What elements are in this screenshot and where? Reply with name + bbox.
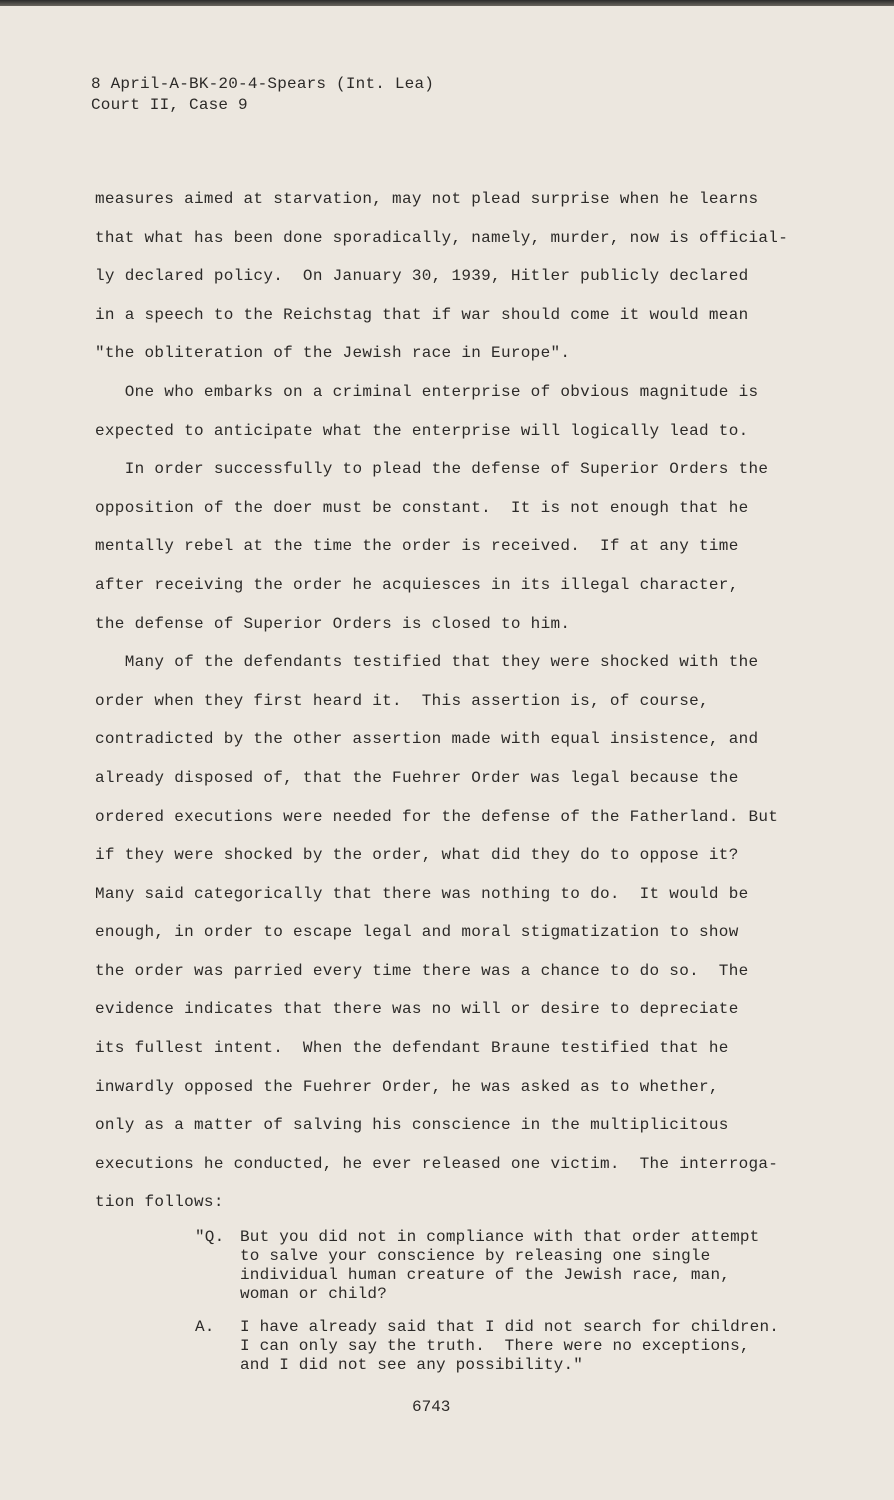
body-line: expected to anticipate what the enterprise will logically lead to.: [95, 421, 749, 440]
question-label: "Q.: [195, 1228, 225, 1246]
body-line: mentally rebel at the time the order is received. If at any time: [95, 537, 739, 556]
body-line: in a speech to the Reichstag that if war should come it would mean: [95, 305, 749, 324]
body-line: tion follows:: [95, 1193, 224, 1212]
question-line: to salve your conscience by releasing one single: [240, 1247, 711, 1265]
body-line: already disposed of, that the Fuehrer Order was legal because the: [95, 768, 739, 787]
body-line: its fullest intent. When the defendant Braune testified that he: [95, 1039, 729, 1058]
body-line: Many of the defendants testified that they were shocked with the: [95, 653, 759, 672]
body-line: contradicted by the other assertion made with equal insistence, and: [95, 730, 759, 749]
body-line: the order was parried every time there was a chance to do so. The: [95, 961, 749, 980]
body-line: if they were shocked by the order, what did they do to oppose it?: [95, 846, 739, 865]
header-line-1: 8 April-A-BK-20-4-Spears (Int. Lea): [91, 75, 435, 93]
body-text: [95, 180, 789, 1222]
body-line: executions he conducted, he ever released one victim. The interroga-: [95, 1154, 779, 1173]
interrogation-quote: [195, 1228, 795, 1389]
question-line: woman or child?: [240, 1285, 388, 1303]
question-lines: [240, 1228, 759, 1304]
body-line: evidence indicates that there was no will or desire to depreciate: [95, 1000, 739, 1019]
body-line: only as a matter of salving his conscience in the multiplicitous: [95, 1116, 729, 1135]
body-line: "the obliteration of the Jewish race in Europe".: [95, 344, 571, 363]
answer-line: I have already said that I did not search for children.: [240, 1318, 780, 1336]
question-block: [195, 1228, 795, 1304]
question-line: But you did not in compliance with that order attempt: [240, 1228, 760, 1246]
body-line: opposition of the doer must be constant. It is not enough that he: [95, 498, 749, 517]
answer-block: [195, 1318, 795, 1375]
page-number: 6743: [412, 1398, 451, 1416]
body-line: ordered executions were needed for the defense of the Fatherland. But: [95, 807, 779, 826]
body-line: One who embarks on a criminal enterprise of obvious magnitude is: [95, 382, 759, 401]
question-line: individual human creature of the Jewish race, man,: [240, 1266, 731, 1284]
body-line: Many said categorically that there was nothing to do. It would be: [95, 884, 749, 903]
body-line: the defense of Superior Orders is closed to him.: [95, 614, 571, 633]
scan-edge: [0, 0, 894, 6]
body-line: order when they first heard it. This assertion is, of course,: [95, 691, 709, 710]
answer-lines: [240, 1318, 779, 1375]
body-line: measures aimed at starvation, may not plead surprise when he learns: [95, 190, 759, 208]
answer-line: I can only say the truth. There were no exceptions,: [240, 1337, 750, 1355]
body-line: enough, in order to escape legal and moral stigmatization to show: [95, 923, 739, 942]
answer-line: and I did not see any possibility.": [240, 1356, 584, 1374]
document-header: [91, 74, 434, 116]
body-line: ly declared policy. On January 30, 1939, Hitler publicly declared: [95, 267, 749, 286]
body-line: that what has been done sporadically, namely, murder, now is official-: [95, 228, 789, 247]
header-line-2: Court II, Case 9: [91, 96, 248, 114]
answer-label: A.: [195, 1318, 215, 1336]
body-line: inwardly opposed the Fuehrer Order, he was asked as to whether,: [95, 1077, 719, 1096]
body-line: In order successfully to plead the defense of Superior Orders the: [95, 460, 769, 479]
body-line: after receiving the order he acquiesces in its illegal character,: [95, 575, 739, 594]
